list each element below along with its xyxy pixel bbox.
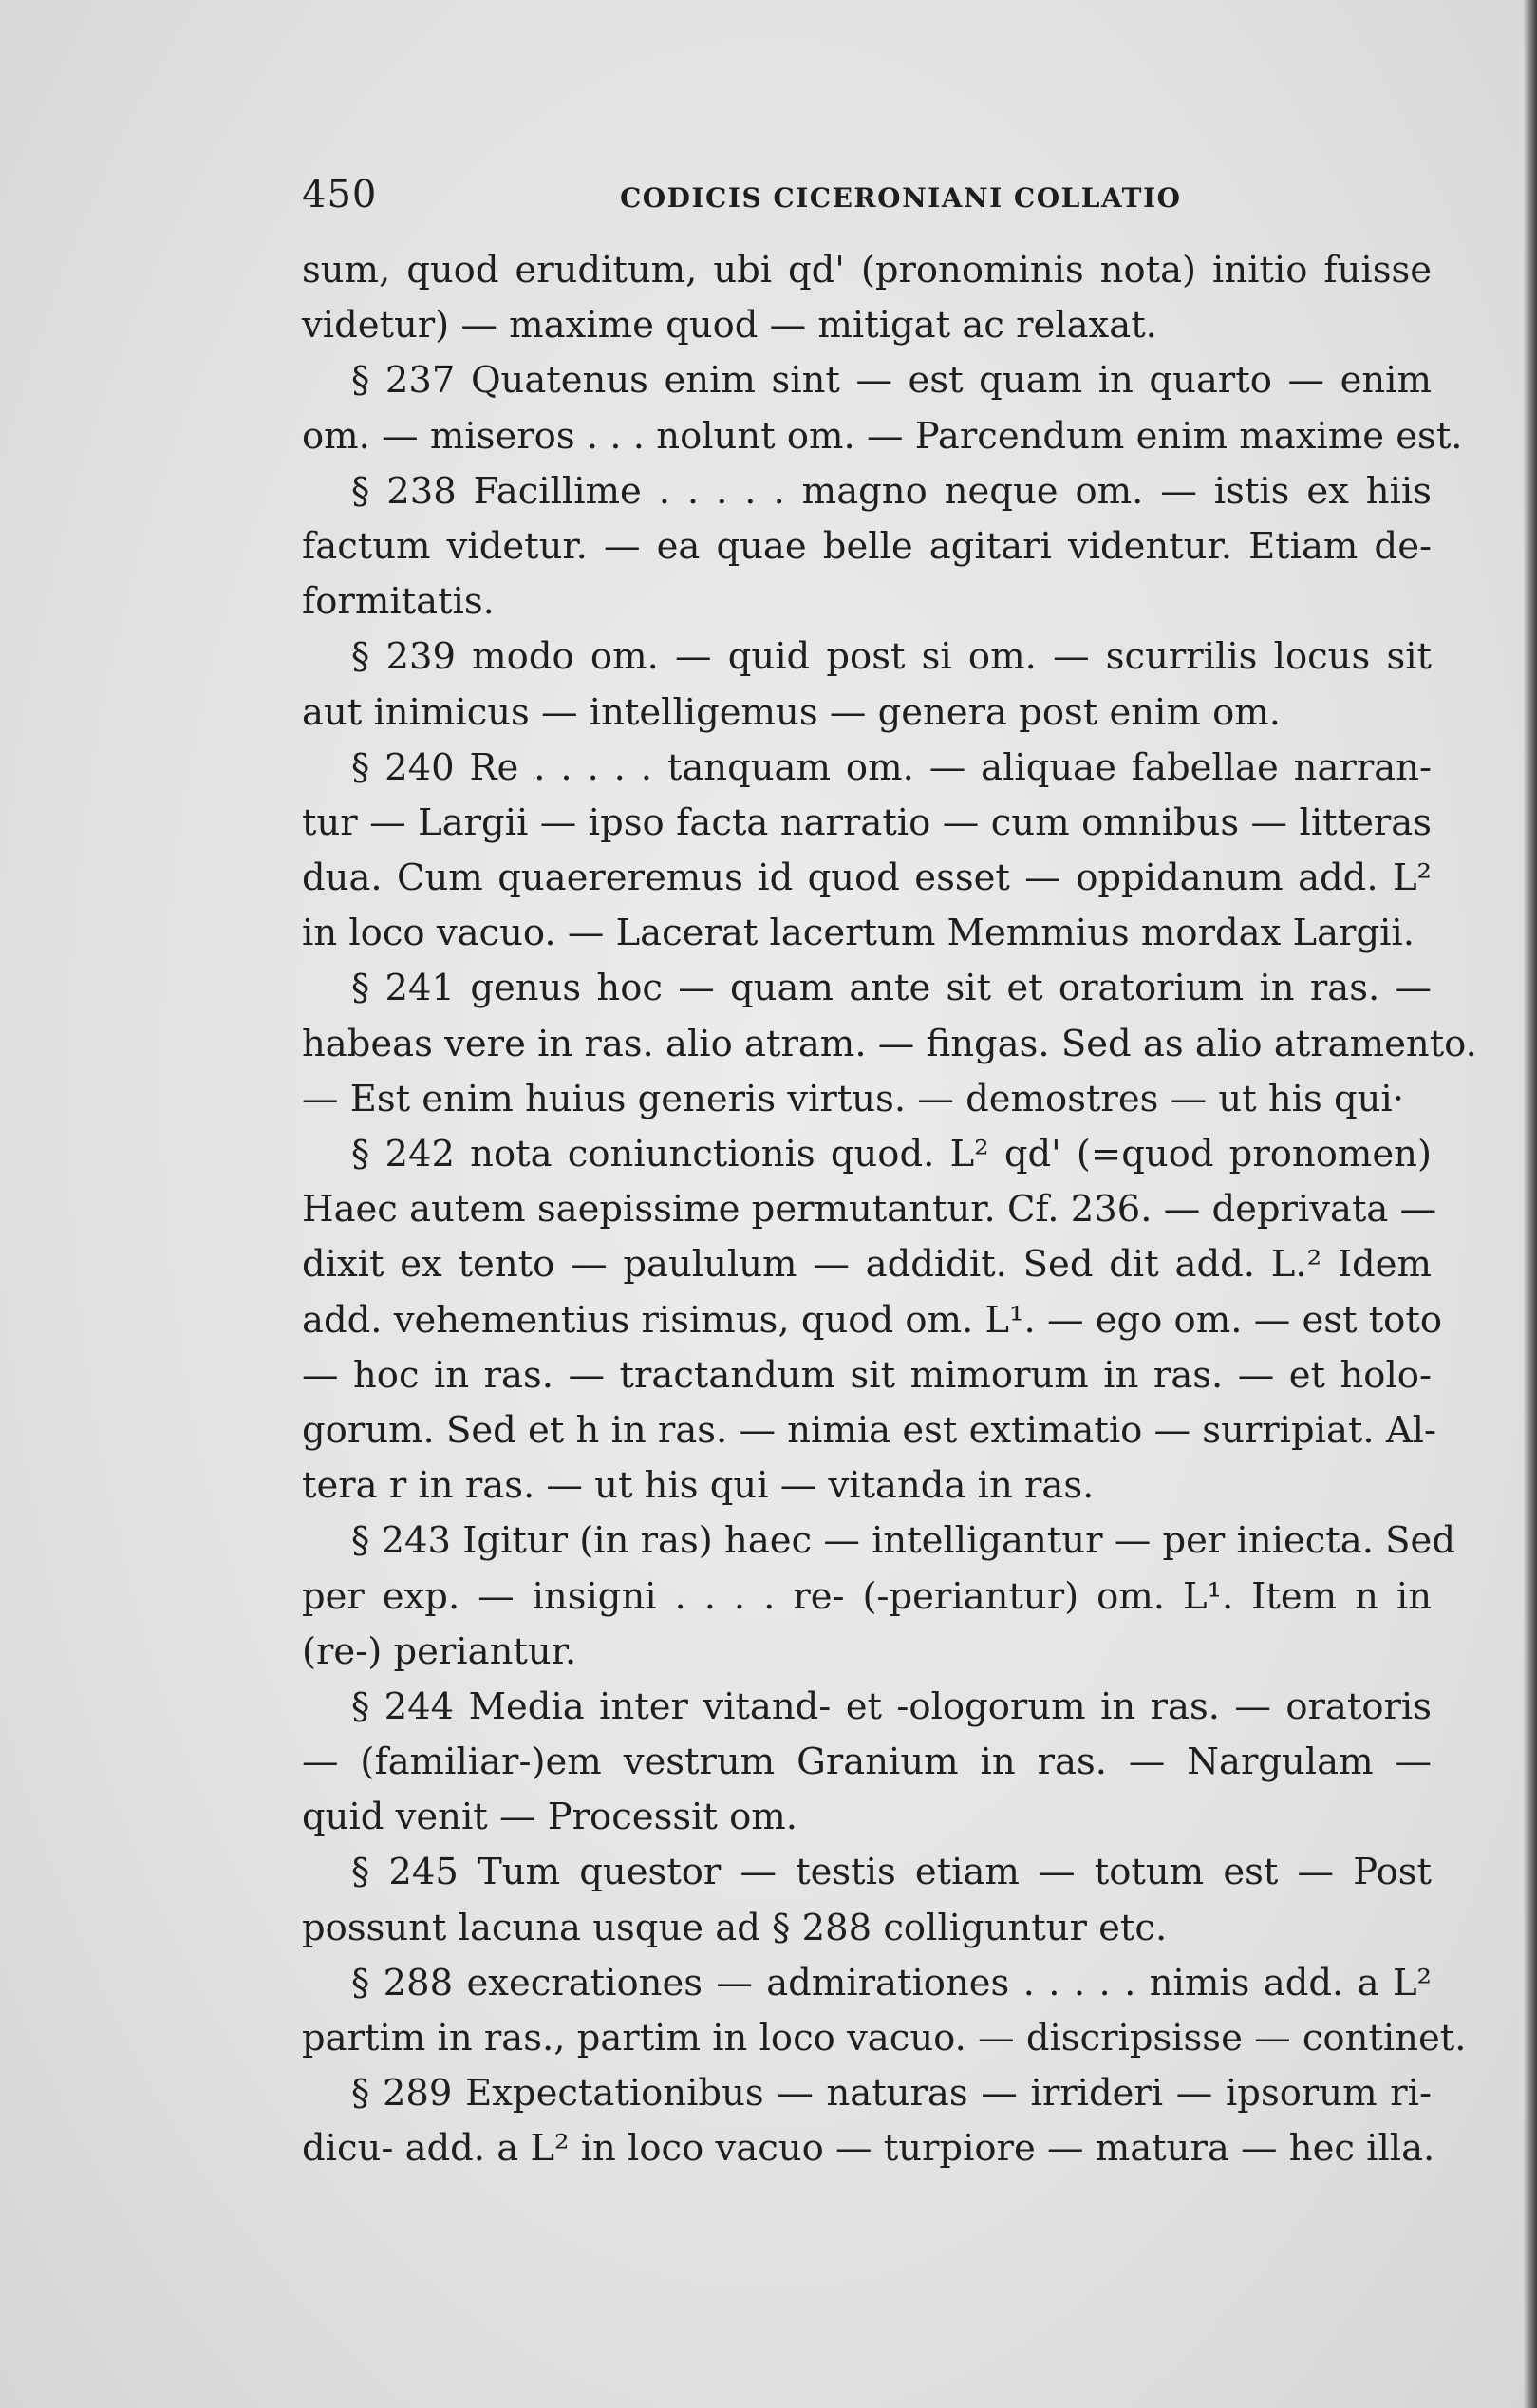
text-line: § 240 Re . . . . . tanquam om. — aliquae fabellae narran- [351, 745, 1432, 789]
text-line: in loco vacuo. — Lacerat lacertum Memmius mordax Largii. [302, 912, 1415, 955]
text-line: § 288 execrationes — admirationes . . . . . nimis add. a L² [351, 1961, 1432, 2004]
collation-text [302, 243, 1477, 2177]
text-line: § 242 nota coniunctionis quod. L² qd' (=quod pronomen) [351, 1133, 1432, 1176]
text-line: — hoc in ras. — tractandum sit mimorum in ras. — et holo- [302, 1353, 1432, 1397]
text-line: § 243 Igitur (in ras) haec — intelligantur — per iniecta. Sed [351, 1519, 1455, 1563]
text-line: dua. Cum quaereremus id quod esset — oppidanum add. L² [302, 856, 1432, 900]
text-line: partim in ras., partim in loco vacuo. — discripsisse — continet. [302, 2017, 1467, 2060]
text-line: § 238 Facillime . . . . . magno neque om. — istis ex hiis [351, 469, 1432, 513]
text-line: § 245 Tum questor — testis etiam — totum est — Post [351, 1851, 1432, 1894]
text-line: § 237 Quatenus enim sint — est quam in quarto — enim [351, 359, 1432, 403]
text-line: add. vehementius risimus, quod om. L¹. — ego om. — est toto [302, 1298, 1443, 1342]
text-line: — (familiar-)em vestrum Granium in ras. — Nargulam — [302, 1740, 1432, 1784]
text-line: tur — Largii — ipso facta narratio — cum omnibus — litteras [302, 800, 1432, 844]
text-line: dicu- add. a L² in loco vacuo — turpiore — matura — hec illa. [302, 2127, 1435, 2171]
text-line: aut inimicus — intelligemus — genera post enim om. [302, 690, 1282, 734]
text-line: videtur) — maxime quod — mitigat ac relaxat. [302, 304, 1157, 348]
text-line: habeas vere in ras. alio atram. — fingas. Sed as alio atramento. [302, 1022, 1477, 1065]
text-line: dixit ex tento — paululum — addidit. Sed dit add. L.² Idem [302, 1243, 1432, 1287]
page-header [302, 169, 1432, 230]
text-line: § 239 modo om. — quid post si om. — scurrilis locus sit [351, 635, 1432, 679]
text-line: gorum. Sed et h in ras. — nimia est extimatio — surripiat. Al- [302, 1408, 1436, 1452]
text-line: § 289 Expectationibus — naturas — irrideri — ipsorum ri- [351, 2072, 1432, 2116]
text-line: sum, quod eruditum, ubi qd' (pronominis nota) initio fuisse [302, 249, 1432, 292]
text-line: possunt lacuna usque ad § 288 colliguntur etc. [302, 1906, 1168, 1949]
text-line: per exp. — insigni . . . . re- (-periantur) om. L¹. Item n in [302, 1574, 1432, 1618]
text-line: tera r in ras. — ut his qui — vitanda in ras. [302, 1464, 1095, 1508]
text-line: — Est enim huius generis virtus. — demostres — ut his qui· [302, 1077, 1404, 1120]
text-line: factum videtur. — ea quae belle agitari videntur. Etiam de- [302, 524, 1432, 568]
page-edge-shadow [1524, 0, 1537, 2408]
text-line: om. — miseros . . . nolunt om. — Parcendum enim maxime est. [302, 414, 1463, 458]
page-number: 450 [302, 173, 378, 216]
text-line: quid venit — Processit om. [302, 1796, 798, 1839]
running-head: CODICIS CICERONIANI COLLATIO [620, 182, 1182, 214]
text-line: § 241 genus hoc — quam ante sit et oratorium in ras. — [351, 967, 1432, 1010]
text-line: § 244 Media inter vitand- et -ologorum in ras. — oratoris [351, 1684, 1432, 1728]
text-line: formitatis. [302, 580, 495, 624]
text-line: Haec autem saepissime permutantur. Cf. 236. — deprivata — [302, 1188, 1437, 1232]
text-line: (re-) periantur. [302, 1629, 577, 1673]
